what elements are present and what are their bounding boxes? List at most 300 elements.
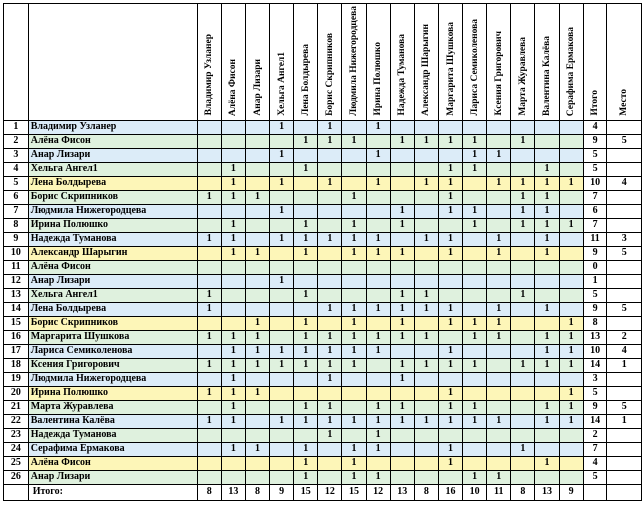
score-cell xyxy=(463,246,487,260)
row-number: 14 xyxy=(4,302,29,316)
score-cell: 1 xyxy=(366,176,390,190)
score-cell xyxy=(438,470,462,484)
row-itogo: 10 xyxy=(583,344,607,358)
score-cell xyxy=(294,386,318,400)
row-mesto xyxy=(607,316,642,330)
row-itogo: 5 xyxy=(583,470,607,484)
score-cell: 1 xyxy=(366,442,390,456)
score-cell xyxy=(294,260,318,274)
row-itogo: 9 xyxy=(583,302,607,316)
score-cell: 1 xyxy=(511,134,535,148)
column-header-label: Владимир Узланер xyxy=(204,34,215,116)
row-name: Ирина Полюшко xyxy=(28,218,197,232)
row-number: 6 xyxy=(4,190,29,204)
score-cell xyxy=(270,386,294,400)
score-cell xyxy=(487,372,511,386)
score-cell xyxy=(535,442,559,456)
score-cell: 1 xyxy=(342,456,366,470)
score-cell xyxy=(414,274,438,288)
score-cell: 1 xyxy=(294,134,318,148)
row-mesto xyxy=(607,428,642,442)
score-cell: 1 xyxy=(366,414,390,428)
score-cell xyxy=(270,456,294,470)
row-mesto xyxy=(607,288,642,302)
row-mesto xyxy=(607,120,642,134)
score-cell xyxy=(366,204,390,218)
row-mesto: 5 xyxy=(607,134,642,148)
row-number: 5 xyxy=(4,176,29,190)
mesto-header xyxy=(607,4,642,121)
row-itogo: 11 xyxy=(583,232,607,246)
score-cell: 1 xyxy=(197,232,221,246)
score-cell: 1 xyxy=(511,218,535,232)
row-number: 18 xyxy=(4,358,29,372)
score-cell: 1 xyxy=(270,414,294,428)
row-itogo: 5 xyxy=(583,162,607,176)
score-cell: 1 xyxy=(438,400,462,414)
score-cell: 1 xyxy=(294,246,318,260)
score-cell xyxy=(294,302,318,316)
score-cell: 1 xyxy=(535,400,559,414)
score-cell xyxy=(487,288,511,302)
score-cell: 1 xyxy=(221,190,245,204)
column-header xyxy=(366,4,390,121)
score-cell xyxy=(270,162,294,176)
row-mesto: 5 xyxy=(607,302,642,316)
table-row xyxy=(4,288,642,302)
score-cell: 1 xyxy=(318,302,342,316)
score-cell: 1 xyxy=(463,330,487,344)
score-cell xyxy=(414,456,438,470)
row-number: 11 xyxy=(4,260,29,274)
row-number: 16 xyxy=(4,330,29,344)
score-cell: 1 xyxy=(438,386,462,400)
score-cell xyxy=(487,400,511,414)
score-cell xyxy=(390,148,414,162)
score-cell xyxy=(366,260,390,274)
column-total: 10 xyxy=(463,484,487,500)
row-mesto xyxy=(607,442,642,456)
score-cell xyxy=(197,456,221,470)
score-cell xyxy=(294,428,318,442)
score-cell xyxy=(535,386,559,400)
row-itogo: 5 xyxy=(583,148,607,162)
row-name: Борис Скрипников xyxy=(28,316,197,330)
column-total: 9 xyxy=(559,484,583,500)
column-total: 15 xyxy=(342,484,366,500)
score-cell: 1 xyxy=(366,330,390,344)
score-cell xyxy=(342,288,366,302)
score-cell xyxy=(390,274,414,288)
score-cell: 1 xyxy=(318,330,342,344)
row-name: Анар Лизари xyxy=(28,148,197,162)
row-mesto xyxy=(607,456,642,470)
score-cell: 1 xyxy=(221,330,245,344)
score-cell: 1 xyxy=(559,218,583,232)
score-cell xyxy=(438,148,462,162)
score-cell xyxy=(487,218,511,232)
score-cell: 1 xyxy=(342,330,366,344)
score-cell xyxy=(487,274,511,288)
table-row xyxy=(4,232,642,246)
score-cell xyxy=(559,372,583,386)
score-cell: 1 xyxy=(318,120,342,134)
row-number: 9 xyxy=(4,232,29,246)
score-cell xyxy=(270,302,294,316)
score-cell xyxy=(390,232,414,246)
row-number: 1 xyxy=(4,120,29,134)
score-cell: 1 xyxy=(294,344,318,358)
column-header-label: Хельга Ангел1 xyxy=(276,52,287,116)
score-cell: 1 xyxy=(245,442,269,456)
row-name: Борис Скрипников xyxy=(28,190,197,204)
table-row xyxy=(4,316,642,330)
column-header xyxy=(221,4,245,121)
row-number: 19 xyxy=(4,372,29,386)
score-cell: 1 xyxy=(438,442,462,456)
score-cell xyxy=(487,428,511,442)
header-number-cell xyxy=(4,4,29,121)
score-cell xyxy=(511,372,535,386)
score-cell: 1 xyxy=(559,316,583,330)
row-itogo: 3 xyxy=(583,372,607,386)
score-cell xyxy=(487,134,511,148)
score-cell xyxy=(414,190,438,204)
score-cell xyxy=(487,204,511,218)
score-cell xyxy=(511,162,535,176)
score-cell xyxy=(221,274,245,288)
score-cell xyxy=(221,302,245,316)
score-cell: 1 xyxy=(487,470,511,484)
column-header xyxy=(318,4,342,121)
score-cell: 1 xyxy=(438,358,462,372)
totals-mesto-blank xyxy=(607,484,642,500)
score-cell xyxy=(197,162,221,176)
score-cell: 1 xyxy=(390,218,414,232)
score-cell xyxy=(318,162,342,176)
column-total: 16 xyxy=(438,484,462,500)
score-cell xyxy=(463,176,487,190)
column-header xyxy=(535,4,559,121)
row-itogo: 10 xyxy=(583,176,607,190)
row-mesto xyxy=(607,218,642,232)
score-cell xyxy=(487,442,511,456)
score-cell xyxy=(535,288,559,302)
score-cell: 1 xyxy=(438,246,462,260)
score-cell: 1 xyxy=(221,176,245,190)
totals-itogo-blank xyxy=(583,484,607,500)
score-cell xyxy=(535,428,559,442)
column-header xyxy=(511,4,535,121)
column-header-label: Марта Журавлева xyxy=(517,37,528,116)
score-cell xyxy=(559,232,583,246)
column-header-label: Валентина Калёва xyxy=(542,35,553,116)
score-cell xyxy=(487,260,511,274)
score-cell: 1 xyxy=(197,190,221,204)
score-cell: 1 xyxy=(366,120,390,134)
score-cell: 1 xyxy=(318,232,342,246)
score-cell: 1 xyxy=(318,428,342,442)
score-cell xyxy=(197,316,221,330)
score-cell: 1 xyxy=(511,358,535,372)
score-cell xyxy=(559,162,583,176)
score-cell: 1 xyxy=(414,414,438,428)
score-cell xyxy=(245,372,269,386)
column-total: 9 xyxy=(270,484,294,500)
score-cell xyxy=(270,134,294,148)
score-cell: 1 xyxy=(463,316,487,330)
score-cell xyxy=(559,288,583,302)
score-cell xyxy=(535,120,559,134)
table-row xyxy=(4,372,642,386)
score-cell xyxy=(463,190,487,204)
score-cell xyxy=(463,372,487,386)
score-cell xyxy=(221,260,245,274)
totals-label: Итого: xyxy=(28,484,197,500)
score-cell xyxy=(294,148,318,162)
row-number: 20 xyxy=(4,386,29,400)
score-cell xyxy=(197,204,221,218)
score-cell xyxy=(245,428,269,442)
score-cell xyxy=(390,162,414,176)
score-cell xyxy=(511,260,535,274)
score-cell: 1 xyxy=(270,176,294,190)
score-cell xyxy=(270,428,294,442)
table-row xyxy=(4,442,642,456)
score-cell xyxy=(535,274,559,288)
row-itogo: 5 xyxy=(583,288,607,302)
score-cell: 1 xyxy=(221,372,245,386)
score-cell xyxy=(197,344,221,358)
score-cell xyxy=(294,120,318,134)
score-cell xyxy=(511,316,535,330)
score-cell: 1 xyxy=(366,428,390,442)
row-itogo: 9 xyxy=(583,400,607,414)
score-cell xyxy=(463,232,487,246)
score-cell xyxy=(342,176,366,190)
score-cell: 1 xyxy=(342,218,366,232)
score-cell xyxy=(342,274,366,288)
itogo-header-label: Итого xyxy=(590,90,601,116)
score-cell: 1 xyxy=(438,162,462,176)
score-cell xyxy=(197,120,221,134)
column-total: 13 xyxy=(221,484,245,500)
score-cell xyxy=(559,204,583,218)
row-itogo: 7 xyxy=(583,190,607,204)
row-name: Хельга Ангел1 xyxy=(28,288,197,302)
row-mesto: 4 xyxy=(607,176,642,190)
table-row xyxy=(4,358,642,372)
score-cell xyxy=(270,442,294,456)
score-cell: 1 xyxy=(438,190,462,204)
score-cell xyxy=(197,246,221,260)
score-cell xyxy=(511,386,535,400)
score-cell xyxy=(366,134,390,148)
score-cell xyxy=(414,260,438,274)
score-cell: 1 xyxy=(294,358,318,372)
score-cell xyxy=(414,218,438,232)
score-cell: 1 xyxy=(342,316,366,330)
score-cell xyxy=(414,204,438,218)
score-cell: 1 xyxy=(414,302,438,316)
row-name: Анар Лизари xyxy=(28,274,197,288)
score-cell xyxy=(366,372,390,386)
score-cell xyxy=(487,344,511,358)
score-cell xyxy=(463,288,487,302)
score-cell: 1 xyxy=(438,456,462,470)
score-cell xyxy=(414,148,438,162)
score-cell: 1 xyxy=(318,400,342,414)
row-mesto: 5 xyxy=(607,246,642,260)
row-name: Ирина Полюшко xyxy=(28,386,197,400)
row-itogo: 8 xyxy=(583,316,607,330)
score-cell: 1 xyxy=(270,232,294,246)
score-cell xyxy=(535,470,559,484)
row-mesto: 3 xyxy=(607,232,642,246)
score-cell: 1 xyxy=(511,204,535,218)
score-cell xyxy=(245,204,269,218)
score-cell: 1 xyxy=(463,148,487,162)
score-cell xyxy=(342,204,366,218)
table-row xyxy=(4,344,642,358)
score-cell xyxy=(390,456,414,470)
score-cell xyxy=(438,260,462,274)
score-cell xyxy=(463,302,487,316)
score-cell xyxy=(318,246,342,260)
score-cell xyxy=(270,400,294,414)
score-cell: 1 xyxy=(366,232,390,246)
score-cell xyxy=(245,232,269,246)
score-cell xyxy=(245,470,269,484)
score-cell: 1 xyxy=(535,232,559,246)
score-cell xyxy=(487,358,511,372)
score-cell: 1 xyxy=(487,330,511,344)
column-header xyxy=(559,4,583,121)
score-cell xyxy=(414,428,438,442)
score-cell xyxy=(221,470,245,484)
score-cell: 1 xyxy=(487,176,511,190)
score-cell xyxy=(487,162,511,176)
header-name-cell xyxy=(28,4,197,121)
row-name: Ксения Григорович xyxy=(28,358,197,372)
score-cell: 1 xyxy=(487,302,511,316)
score-cell xyxy=(390,428,414,442)
score-cell: 1 xyxy=(245,190,269,204)
score-cell: 1 xyxy=(390,204,414,218)
score-cell xyxy=(294,204,318,218)
score-cell xyxy=(197,372,221,386)
row-mesto: 1 xyxy=(607,358,642,372)
score-cell xyxy=(511,302,535,316)
score-cell xyxy=(221,134,245,148)
score-cell: 1 xyxy=(559,400,583,414)
column-total: 15 xyxy=(294,484,318,500)
score-cell: 1 xyxy=(221,344,245,358)
score-cell xyxy=(463,428,487,442)
table-row xyxy=(4,470,642,484)
score-cell xyxy=(318,274,342,288)
score-cell: 1 xyxy=(245,344,269,358)
score-cell: 1 xyxy=(197,358,221,372)
score-cell xyxy=(318,456,342,470)
score-cell: 1 xyxy=(318,372,342,386)
score-cell xyxy=(511,344,535,358)
table-row xyxy=(4,120,642,134)
column-header-label: Надежда Туманова xyxy=(397,34,408,116)
score-cell: 1 xyxy=(463,162,487,176)
score-cell xyxy=(535,372,559,386)
column-header xyxy=(270,4,294,121)
column-header xyxy=(197,4,221,121)
table-row xyxy=(4,456,642,470)
table-row xyxy=(4,400,642,414)
column-header xyxy=(245,4,269,121)
score-cell: 1 xyxy=(342,414,366,428)
score-cell xyxy=(414,162,438,176)
table-row xyxy=(4,134,642,148)
score-cell: 1 xyxy=(390,316,414,330)
row-name: Анар Лизари xyxy=(28,470,197,484)
row-number: 2 xyxy=(4,134,29,148)
score-cell xyxy=(535,148,559,162)
row-number: 3 xyxy=(4,148,29,162)
row-itogo: 2 xyxy=(583,428,607,442)
score-cell xyxy=(511,232,535,246)
score-cell: 1 xyxy=(559,386,583,400)
score-cell xyxy=(245,162,269,176)
row-mesto xyxy=(607,162,642,176)
score-cell: 1 xyxy=(414,358,438,372)
row-mesto xyxy=(607,372,642,386)
score-cell xyxy=(318,386,342,400)
score-cell: 1 xyxy=(463,134,487,148)
score-cell xyxy=(511,274,535,288)
score-cell xyxy=(487,456,511,470)
score-cell: 1 xyxy=(245,358,269,372)
score-cell: 1 xyxy=(342,302,366,316)
score-cell xyxy=(318,204,342,218)
score-cell: 1 xyxy=(414,232,438,246)
score-cell xyxy=(270,260,294,274)
score-cell xyxy=(221,204,245,218)
score-cell xyxy=(197,218,221,232)
totals-row xyxy=(4,484,642,500)
score-cell: 1 xyxy=(511,176,535,190)
score-cell: 1 xyxy=(294,414,318,428)
row-itogo: 0 xyxy=(583,260,607,274)
score-cell xyxy=(559,260,583,274)
score-cell: 1 xyxy=(197,386,221,400)
score-cell xyxy=(511,246,535,260)
score-cell: 1 xyxy=(535,330,559,344)
score-table xyxy=(3,3,642,501)
score-cell: 1 xyxy=(414,288,438,302)
row-mesto: 4 xyxy=(607,344,642,358)
row-itogo: 9 xyxy=(583,246,607,260)
score-cell xyxy=(414,120,438,134)
row-mesto: 1 xyxy=(607,414,642,428)
score-cell: 1 xyxy=(438,344,462,358)
score-cell xyxy=(197,176,221,190)
row-name: Алёна Фисон xyxy=(28,260,197,274)
score-cell: 1 xyxy=(463,414,487,428)
score-cell: 1 xyxy=(245,246,269,260)
row-itogo: 5 xyxy=(583,386,607,400)
score-cell: 1 xyxy=(390,246,414,260)
score-cell: 1 xyxy=(342,344,366,358)
score-cell xyxy=(414,372,438,386)
score-cell xyxy=(197,400,221,414)
